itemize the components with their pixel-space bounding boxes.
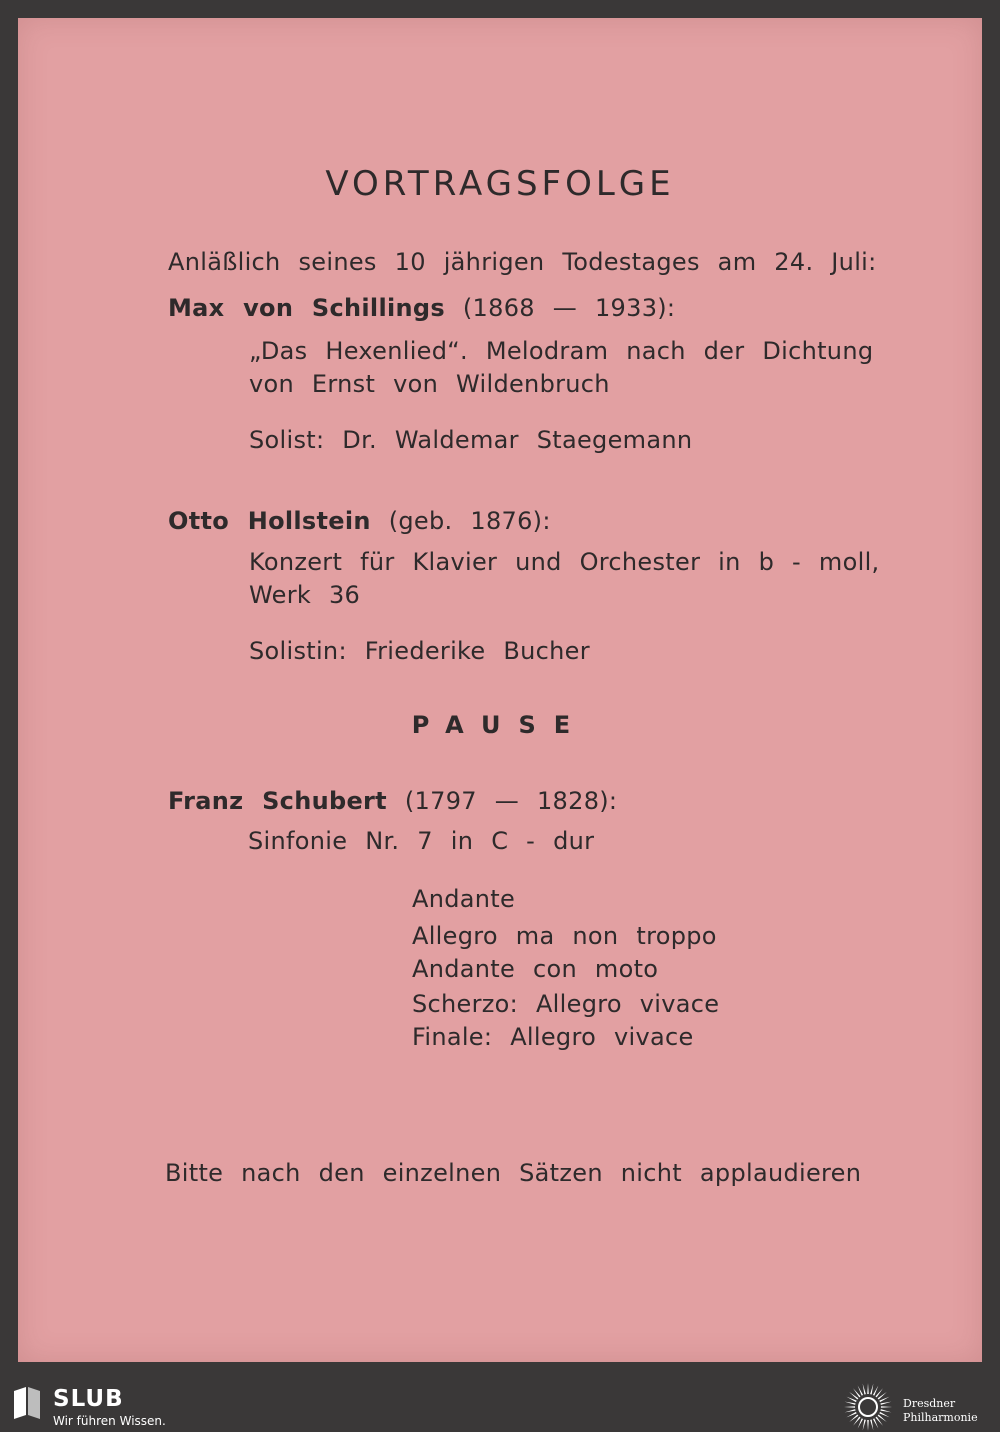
movement-item: Andante (412, 885, 516, 913)
sun-ray (870, 1384, 873, 1395)
applause-note: Bitte nach den einzelnen Sätzen nicht applaudieren (165, 1159, 862, 1187)
piece-title-line: Werk 36 (249, 581, 361, 609)
occasion-line: Anläßlich seines 10 jährigen Todestages am 24. Juli: (168, 248, 877, 276)
piece-title-line: „Das Hexenlied“. Melodram nach der Dichtung (249, 337, 874, 365)
composer-dates: (geb. 1876): (388, 507, 551, 535)
composer-dates: (1868 — 1933): (462, 294, 676, 322)
movement-item: Finale: Allegro vivace (412, 1023, 694, 1051)
sun-ray (844, 1406, 855, 1408)
movement-item: Andante con moto (412, 955, 659, 983)
work-heading-schillings (168, 296, 675, 320)
composer-name: Otto Hollstein (168, 507, 371, 535)
piece-title-line: von Ernst von Wildenbruch (249, 370, 610, 398)
program-title: VORTRAGSFOLGE (325, 164, 675, 204)
sun-ray (867, 1383, 869, 1394)
composer-dates: (1797 — 1828): (404, 787, 618, 815)
composer-name: Franz Schubert (168, 787, 387, 815)
soloist-line: Solist: Dr. Waldemar Staegemann (249, 426, 693, 454)
library-tagline: Wir führen Wissen. (53, 1414, 166, 1428)
work-heading-hollstein (168, 509, 551, 533)
sun-ray (881, 1406, 892, 1408)
piece-title-line: Konzert für Klavier und Orchester in b - moll, (249, 548, 880, 576)
orchestra-name-line: Dresdner (903, 1397, 956, 1410)
piece-title-line: Sinfonie Nr. 7 in C - dur (248, 827, 595, 855)
slub-book-icon (12, 1385, 42, 1421)
sun-ray (880, 1409, 891, 1412)
sun-ray (867, 1420, 869, 1431)
pause-heading: PAUSE (411, 711, 589, 739)
soloist-line: Solistin: Friederike Bucher (249, 637, 590, 665)
sun-ray (845, 1409, 856, 1412)
sun-ray (845, 1402, 856, 1405)
sun-ray (880, 1402, 891, 1405)
movement-item: Scherzo: Allegro vivace (412, 990, 720, 1018)
sun-ray (863, 1384, 866, 1395)
movement-item: Allegro ma non troppo (412, 922, 717, 950)
sun-ray (863, 1419, 866, 1430)
library-name: SLUB (53, 1386, 124, 1412)
philharmonie-sun-icon (842, 1382, 894, 1432)
composer-name: Max von Schillings (168, 294, 445, 322)
footer-bar (0, 1381, 1000, 1431)
sun-ray (870, 1419, 873, 1430)
orchestra-name-line: Philharmonie (903, 1411, 978, 1424)
orchestra-name (903, 1397, 978, 1425)
work-heading-schubert (168, 789, 617, 813)
